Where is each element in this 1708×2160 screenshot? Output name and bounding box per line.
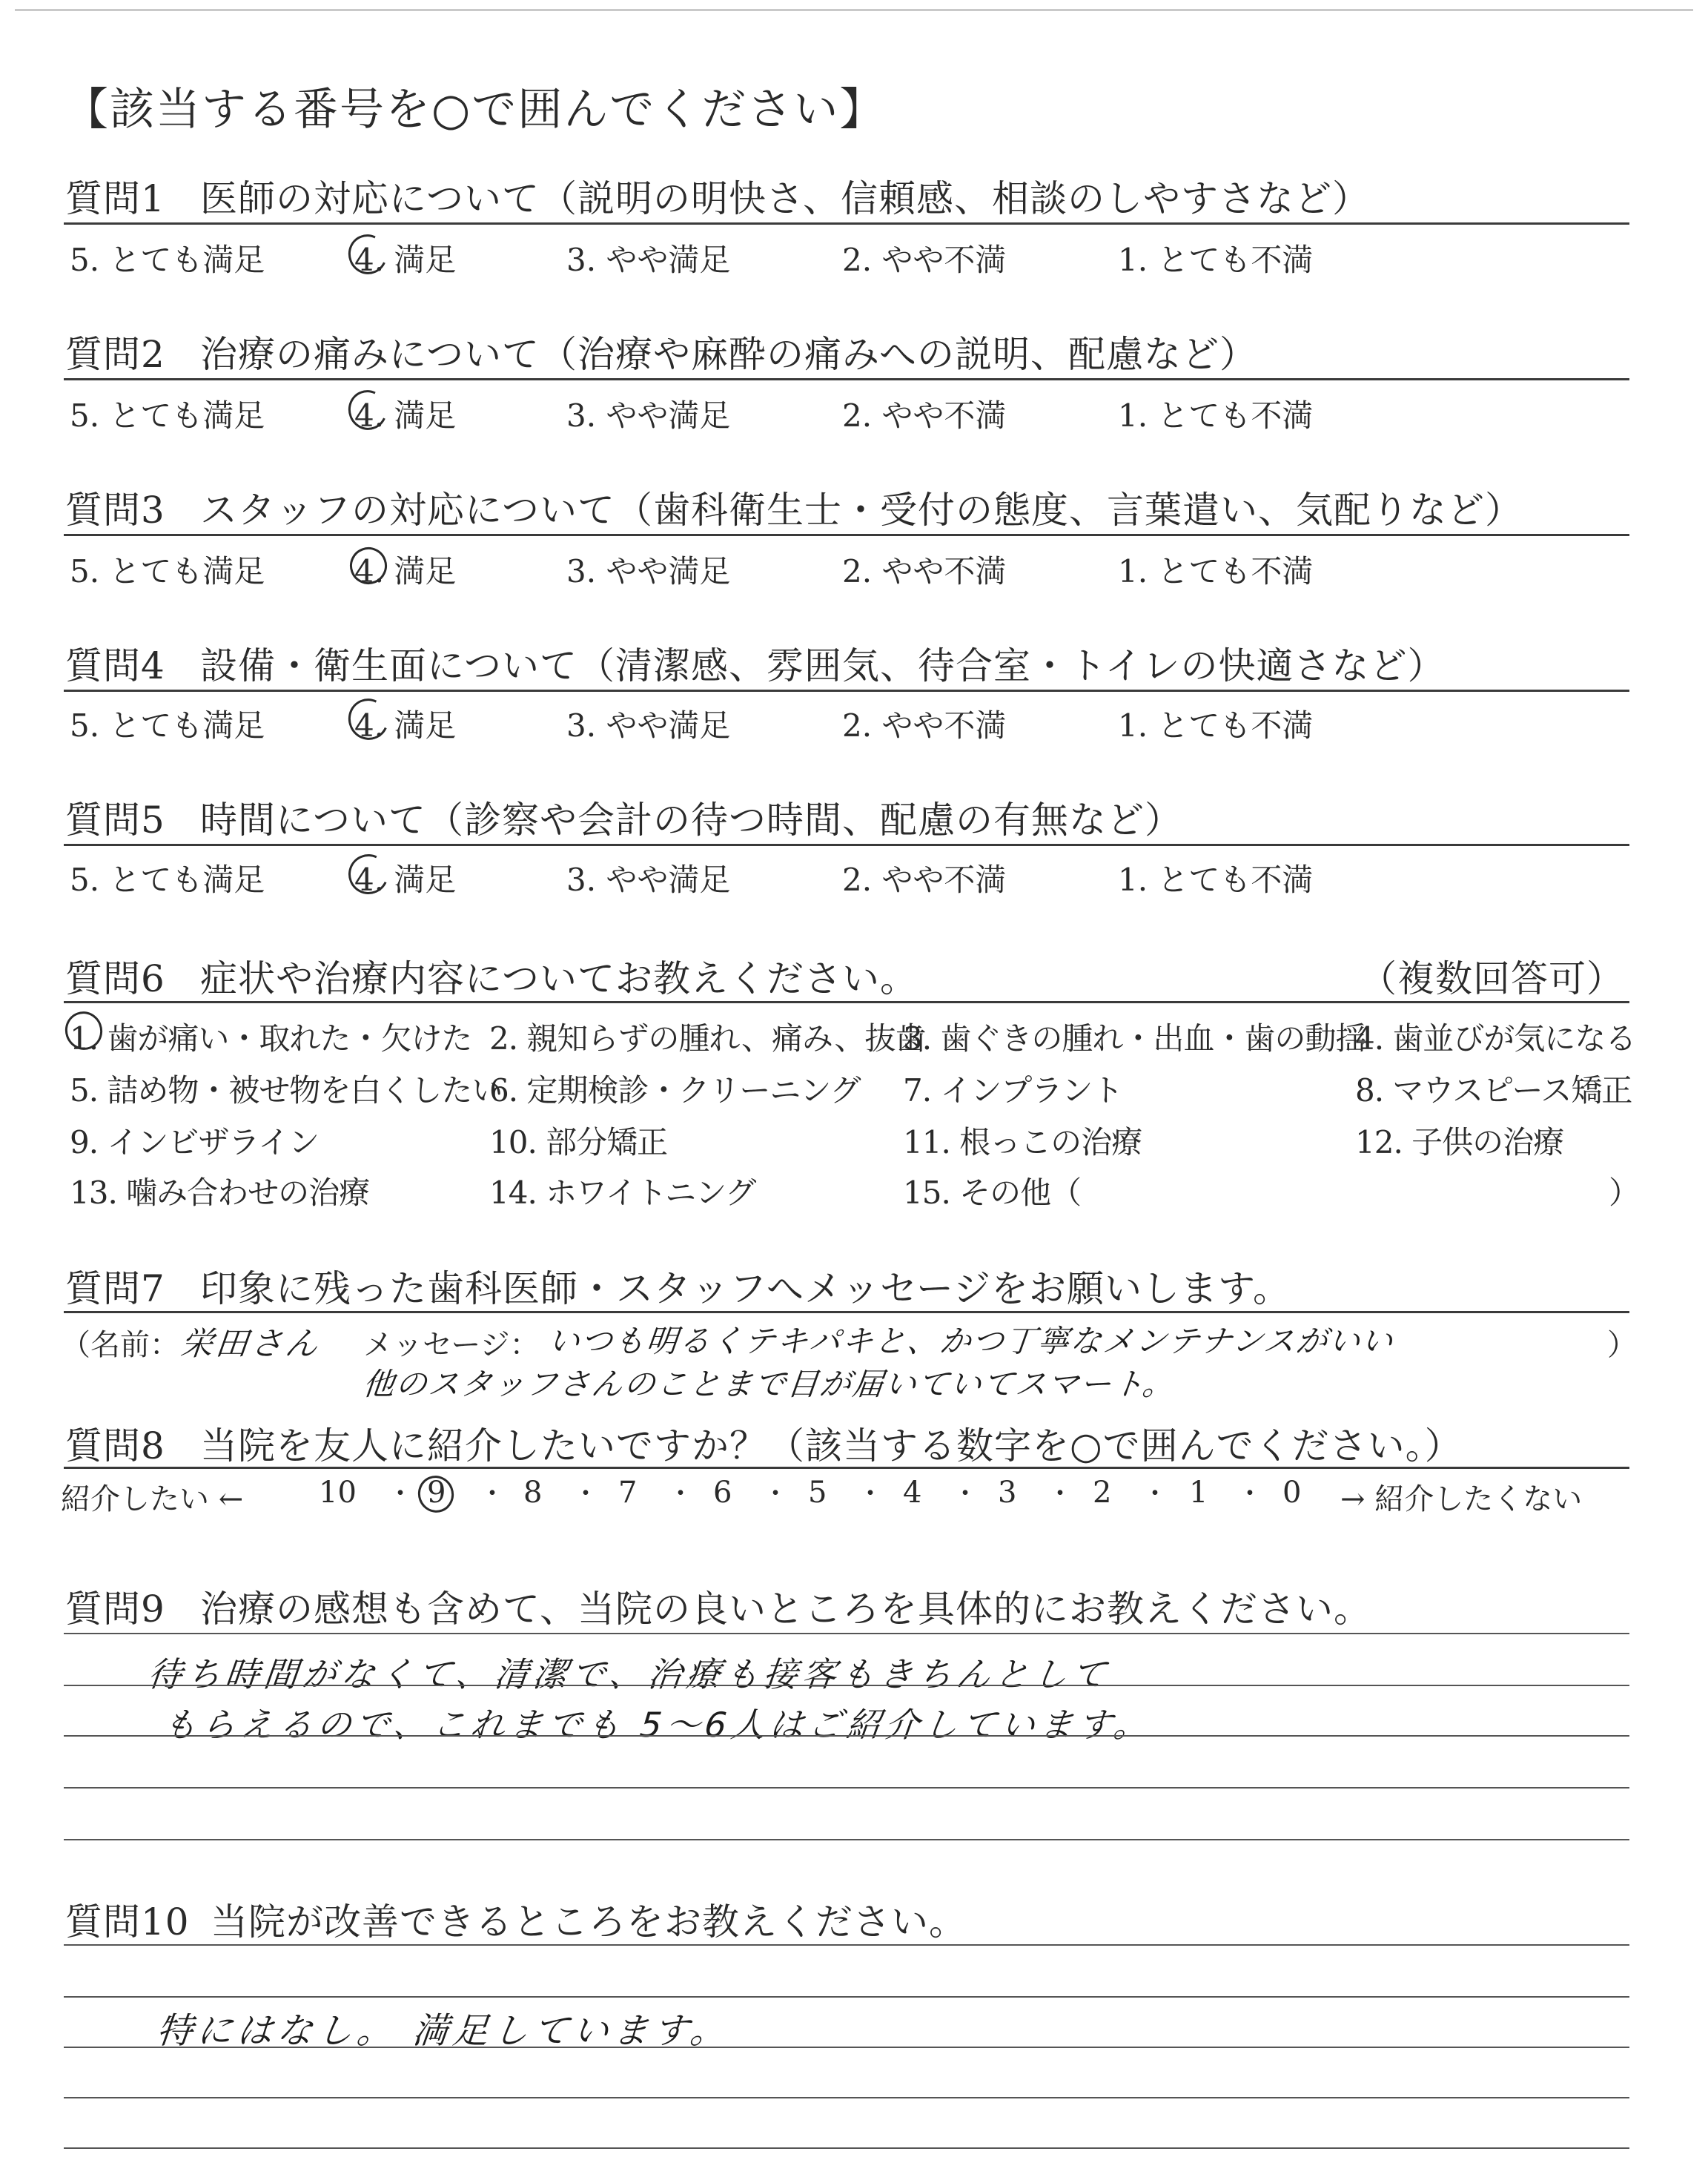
option-3[interactable]: 3. やや満足 (566, 397, 731, 434)
option-4[interactable]: 4. 満足 (354, 242, 457, 278)
name-label: （名前： (61, 1328, 179, 1362)
recommend-right-label: → 紹介したくない (1340, 1482, 1583, 1516)
answer-line (64, 1633, 1629, 1634)
top-border (15, 9, 1693, 11)
question-number: 質問2 (65, 333, 165, 376)
question-number: 質問7 (65, 1267, 165, 1310)
question-3-rule (64, 534, 1629, 536)
question-9-title (65, 1579, 1371, 1633)
question-10-title (65, 1892, 967, 1946)
answer-line (64, 1996, 1629, 1998)
option-5[interactable]: 5. とても満足 (70, 553, 265, 589)
q6-item-6[interactable]: 6. 定期検診・クリーニング (489, 1072, 861, 1109)
answer-handwritten-line-1: 特にはなし。 満足しています。 (154, 2010, 732, 2052)
q6-item-11[interactable]: 11. 根っこの治療 (903, 1124, 1142, 1160)
answer-line (64, 2147, 1629, 2149)
multiple-answer-note: （複数回答可） (1360, 957, 1624, 1000)
option-1[interactable]: 1. とても不満 (1118, 862, 1314, 898)
scale-separator-dot: ・ (667, 1479, 695, 1509)
answer-line (64, 1839, 1629, 1840)
option-1[interactable]: 1. とても不満 (1118, 242, 1314, 278)
answer-line (64, 1735, 1629, 1737)
other-close-paren: ） (1609, 1175, 1641, 1211)
option-2[interactable]: 2. やや不満 (842, 707, 1007, 744)
q6-item-12[interactable]: 12. 子供の治療 (1355, 1124, 1564, 1160)
option-4[interactable]: 4. 満足 (354, 397, 457, 434)
scale-separator-dot: ・ (1047, 1479, 1074, 1509)
question-6-rule (64, 1001, 1629, 1003)
scale-separator-dot: ・ (952, 1479, 979, 1509)
q6-item-5[interactable]: 5. 詰め物・被せ物を白くしたい (70, 1072, 503, 1109)
question-number: 質問6 (65, 957, 165, 1000)
question-5-title (65, 790, 1182, 844)
q6-item-1[interactable]: 1. 歯が痛い・取れた・欠けた (70, 1020, 472, 1057)
question-number: 質問10 (65, 1900, 190, 1943)
message-line-1: いつも明るくテキパキと、かつ丁寧なメンテナンスがいい (546, 1323, 1396, 1359)
recommend-left-label: 紹介したい ← (61, 1482, 244, 1516)
question-text: スタッフの対応について（歯科衛生士・受付の態度、言葉遣い、気配りなど） (200, 489, 1523, 532)
question-7-title (65, 1259, 1291, 1312)
question-8-title (65, 1416, 1463, 1470)
question-2-title (65, 325, 1257, 378)
answer-line (64, 1685, 1629, 1686)
q6-item-15[interactable]: 15. その他（ (903, 1175, 1082, 1211)
scale-2[interactable]: 2 (1093, 1476, 1112, 1510)
answer-line (64, 1944, 1629, 1946)
option-3[interactable]: 3. やや満足 (566, 553, 731, 589)
q6-item-7[interactable]: 7. インプラント (903, 1072, 1123, 1109)
question-4-title (65, 636, 1446, 690)
selection-circle (413, 1470, 459, 1517)
option-3[interactable]: 3. やや満足 (566, 707, 731, 744)
option-5[interactable]: 5. とても満足 (70, 707, 265, 744)
question-7-rule (64, 1311, 1629, 1313)
answer-line (64, 1787, 1629, 1789)
option-4[interactable]: 4. 満足 (354, 707, 457, 744)
scale-separator-dot: ・ (857, 1479, 884, 1509)
question-text: 症状や治療内容についてお教えください。 (200, 957, 918, 1000)
question-text: 印象に残った歯科医師・スタッフへメッセージをお願いします。 (200, 1267, 1291, 1310)
option-5[interactable]: 5. とても満足 (70, 397, 265, 434)
option-3[interactable]: 3. やや満足 (566, 242, 731, 278)
scale-8[interactable]: 8 (523, 1476, 543, 1510)
option-3[interactable]: 3. やや満足 (566, 862, 731, 898)
message-label: メッセージ： (363, 1328, 540, 1362)
question-number: 質問4 (65, 644, 165, 687)
scale-10[interactable]: 10 (319, 1476, 357, 1510)
option-1[interactable]: 1. とても不満 (1118, 553, 1314, 589)
question-number: 質問3 (65, 489, 165, 532)
scale-separator-dot: ・ (762, 1479, 790, 1509)
question-2-rule (64, 378, 1629, 380)
option-1[interactable]: 1. とても不満 (1118, 707, 1314, 744)
question-8-rule (64, 1467, 1629, 1469)
question-3-title (65, 480, 1523, 534)
page-header: 【該当する番号を○で囲んでください】 (64, 84, 886, 136)
answer-line (64, 2097, 1629, 2098)
scale-separator-dot: ・ (479, 1479, 506, 1509)
question-1-rule (64, 222, 1629, 225)
answer-handwritten-line-2: もらえるので、これまでも 5〜6人はご紹介しています。 (160, 1705, 1155, 1745)
option-4[interactable]: 4. 満足 (354, 553, 457, 589)
question-number: 質問9 (65, 1588, 165, 1631)
question-4-rule (64, 690, 1629, 692)
question-text: 当院が改善できるところをお教えください。 (211, 1900, 967, 1943)
answer-line (64, 2047, 1629, 2048)
option-5[interactable]: 5. とても満足 (70, 242, 265, 278)
question-1-title (65, 169, 1370, 222)
scale-0[interactable]: 0 (1282, 1476, 1302, 1510)
option-5[interactable]: 5. とても満足 (70, 862, 265, 898)
scale-6[interactable]: 6 (713, 1476, 732, 1510)
scale-separator-dot: ・ (572, 1479, 600, 1509)
option-4[interactable]: 4. 満足 (354, 862, 457, 898)
scale-7[interactable]: 7 (618, 1476, 638, 1510)
question-text: 治療の痛みについて（治療や麻酔の痛みへの説明、配慮など） (200, 333, 1257, 376)
q6-item-8[interactable]: 8. マウスピース矯正 (1355, 1072, 1632, 1109)
question-6-title (65, 949, 918, 1003)
question-number: 質問8 (65, 1424, 165, 1467)
message-line-2: 他のスタッフさんのことまで目が届いていてスマート。 (361, 1366, 1177, 1402)
scale-4[interactable]: 4 (903, 1476, 922, 1510)
q6-item-4[interactable]: 4. 歯並びが気になる (1355, 1020, 1636, 1057)
question-text: 治療の感想も含めて、当院の良いところを具体的にお教えください。 (200, 1588, 1371, 1631)
scale-3[interactable]: 3 (998, 1476, 1017, 1510)
question-text: 時間について（診察や会計の待つ時間、配慮の有無など） (200, 799, 1182, 842)
answer-handwritten-line-1: 待ち時間がなくて、清潔で、治療も接客もきちんとして (145, 1654, 1113, 1694)
scale-9[interactable]: 9 (427, 1476, 446, 1510)
question-number: 質問5 (65, 799, 165, 842)
q6-item-2[interactable]: 2. 親知らずの腫れ、痛み、抜歯 (489, 1020, 926, 1057)
question-text: 設備・衛生面について（清潔感、雰囲気、待合室・トイレの快適さなど） (200, 644, 1446, 687)
option-2[interactable]: 2. やや不満 (842, 553, 1007, 589)
q6-item-3[interactable]: 3. 歯ぐきの腫れ・出血・歯の動揺 (903, 1020, 1366, 1057)
q6-item-13[interactable]: 13. 噛み合わせの治療 (70, 1175, 370, 1211)
option-2[interactable]: 2. やや不満 (842, 862, 1007, 898)
q6-item-10[interactable]: 10. 部分矯正 (489, 1124, 668, 1160)
question-text: 医師の対応について（説明の明快さ、信頼感、相談のしやすさなど） (200, 177, 1370, 220)
scale-5[interactable]: 5 (808, 1476, 827, 1510)
option-2[interactable]: 2. やや不満 (842, 397, 1007, 434)
scale-separator-dot: ・ (387, 1479, 414, 1509)
staff-name-handwritten: 栄田さん (178, 1325, 322, 1363)
scale-1[interactable]: 1 (1189, 1476, 1208, 1510)
option-1[interactable]: 1. とても不満 (1118, 397, 1314, 434)
question-5-rule (64, 844, 1629, 846)
option-2[interactable]: 2. やや不満 (842, 242, 1007, 278)
scale-separator-dot: ・ (1237, 1479, 1264, 1509)
q6-item-14[interactable]: 14. ホワイトニング (489, 1175, 756, 1211)
question-text: 当院を友人に紹介したいですか？（該当する数字を○で囲んでください。） (200, 1424, 1463, 1467)
q6-item-9[interactable]: 9. インビザライン (70, 1124, 320, 1160)
message-close-paren: ） (1607, 1328, 1637, 1362)
question-number: 質問1 (65, 177, 165, 220)
scale-separator-dot: ・ (1142, 1479, 1169, 1509)
